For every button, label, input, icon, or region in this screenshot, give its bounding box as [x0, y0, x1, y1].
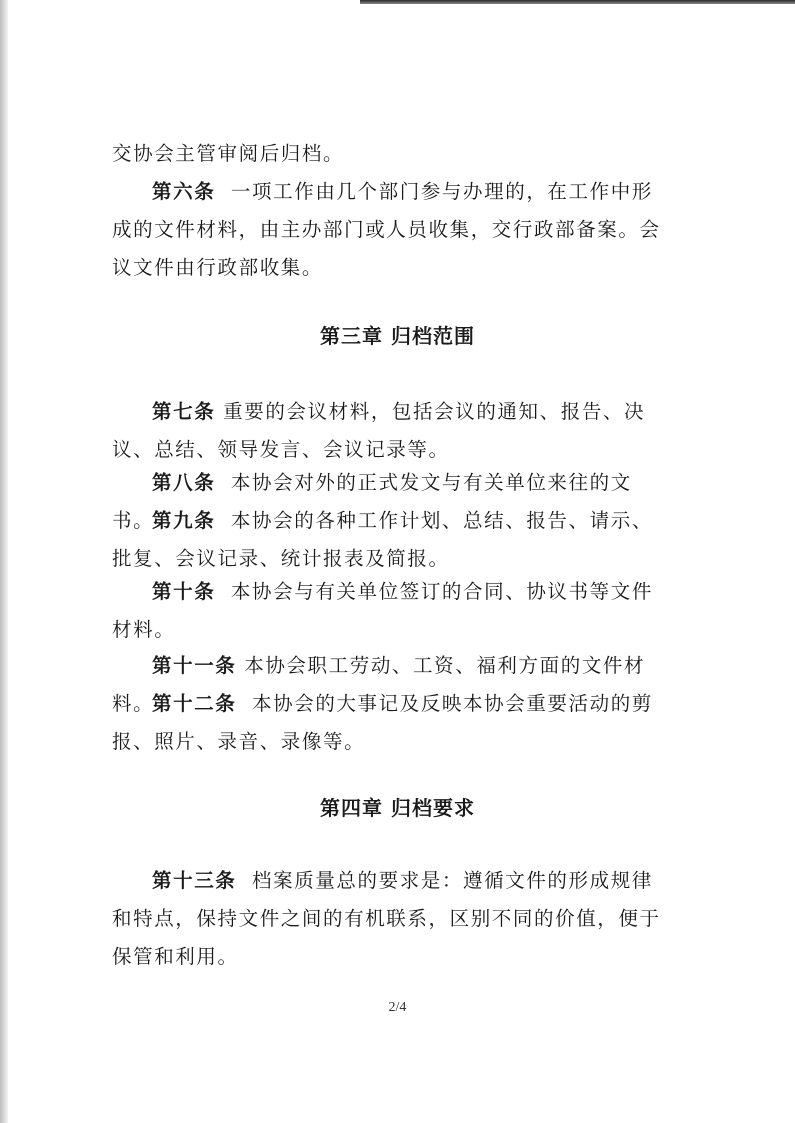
article-text: 档案质量总的要求是：遵循文件的形成规律和特点，保持文件之间的有机联系，区别不同的价值，便于保管和利用。 — [112, 869, 661, 968]
article-number: 第六条 — [152, 180, 216, 203]
article-text: 本协会与有关单位签订的合同、协议书等文件材料。 — [112, 580, 653, 641]
article-text: 本协会对外的正式发文与有关单位来往的文书。 — [112, 471, 632, 532]
article-7 — [112, 393, 672, 469]
scan-shadow-top — [360, 0, 795, 4]
page-number: 2/4 — [388, 1000, 407, 1015]
article-10 — [112, 573, 672, 649]
article-13 — [112, 862, 672, 976]
article-text: 本协会的大事记及反映本协会重要活动的剪报、照片、录音、录像等。 — [112, 692, 653, 753]
continuation-text: 交协会主管审阅后归档。 — [112, 142, 345, 165]
article-text: 本协会的各种工作计划、总结、报告、请示、批复、会议记录、统计报表及简报。 — [112, 509, 653, 570]
article-text: 重要的会议材料，包括会议的通知、报告、决议、总结、领导发言、会议记录等。 — [112, 400, 646, 461]
scan-shadow-left — [0, 0, 8, 1123]
article-text: 本协会职工劳动、工资、福利方面的文件材料。 — [112, 654, 646, 715]
article-number: 第九条 — [152, 509, 216, 532]
article-9 — [112, 502, 672, 578]
article-number: 第十二条 — [152, 692, 237, 715]
article-number: 第十条 — [152, 580, 216, 603]
article-6 — [112, 173, 672, 287]
article-number: 第八条 — [152, 471, 216, 494]
chapter-heading: 第四章 归档要求 — [320, 796, 475, 820]
article-12 — [112, 685, 672, 761]
article-number: 第七条 — [152, 400, 216, 423]
article-text: 一项工作由几个部门参与办理的，在工作中形成的文件材料，由主办部门或人员收集，交行政部备案。会议文件由行政部收集。 — [112, 180, 661, 279]
article-number: 第十一条 — [152, 654, 237, 677]
article-number: 第十三条 — [152, 869, 237, 892]
chapter-heading: 第三章 归档范围 — [320, 324, 475, 348]
